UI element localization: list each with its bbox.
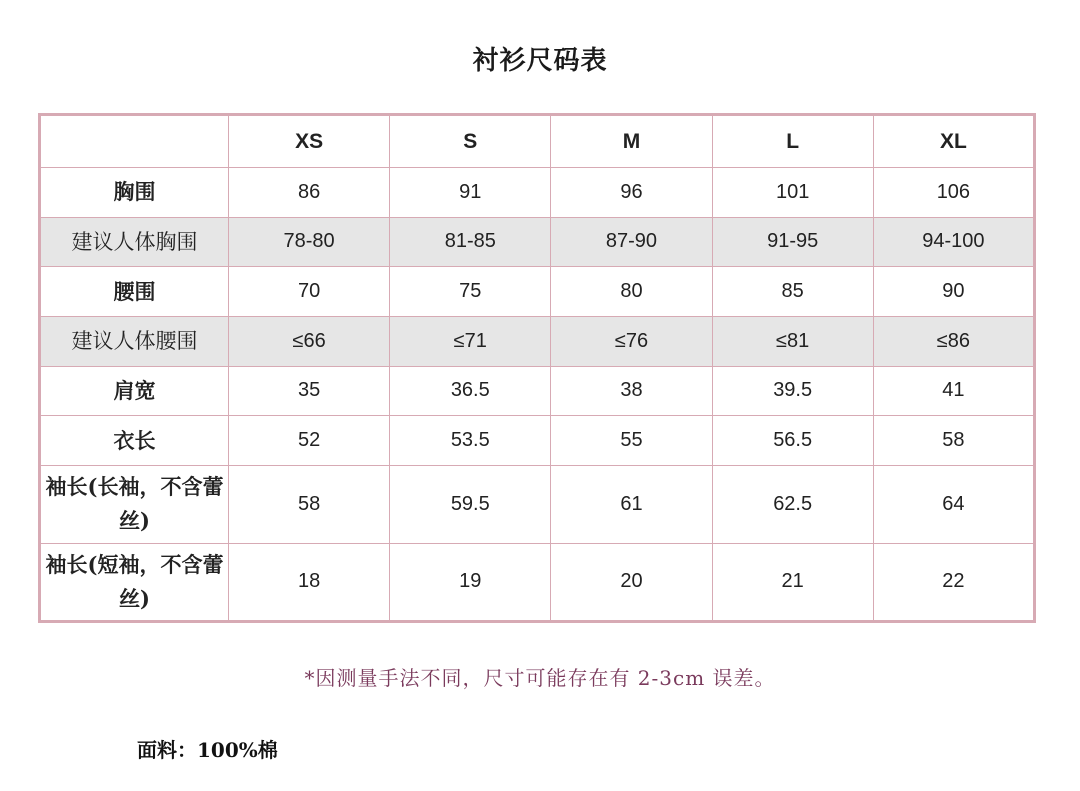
table-cell: 35 [229, 366, 390, 416]
table-cell: 75 [390, 267, 551, 317]
table-cell: 39.5 [712, 366, 873, 416]
table-cell: 86 [229, 168, 390, 218]
table-cell: 91-95 [712, 217, 873, 267]
row-label: 袖长(长袖，不含蕾丝) [40, 465, 229, 543]
table-row-chest [40, 168, 1035, 218]
row-label: 胸围 [40, 168, 229, 218]
size-chart-table [38, 113, 1036, 623]
table-cell: 91 [390, 168, 551, 218]
table-cell: 96 [551, 168, 712, 218]
table-cell: ≤71 [390, 316, 551, 366]
table-cell: 19 [390, 543, 551, 621]
table-row-short-sleeve [40, 543, 1035, 621]
row-label: 腰围 [40, 267, 229, 317]
table-cell: 59.5 [390, 465, 551, 543]
table-cell: 58 [873, 416, 1034, 466]
table-cell: 61 [551, 465, 712, 543]
table-row-length [40, 416, 1035, 466]
size-header-s: S [390, 115, 551, 168]
row-label: 肩宽 [40, 366, 229, 416]
size-header-xl: XL [873, 115, 1034, 168]
table-cell: 53.5 [390, 416, 551, 466]
table-row-suggested-chest [40, 217, 1035, 267]
table-cell: 20 [551, 543, 712, 621]
table-row-long-sleeve [40, 465, 1035, 543]
row-label: 建议人体胸围 [40, 217, 229, 267]
measurement-note: *因测量手法不同，尺寸可能存在有 2-3cm 误差。 [304, 666, 776, 690]
table-cell: 55 [551, 416, 712, 466]
table-cell: 106 [873, 168, 1034, 218]
table-row-suggested-waist [40, 316, 1035, 366]
table-cell: 58 [229, 465, 390, 543]
table-cell: ≤86 [873, 316, 1034, 366]
row-label: 袖长(短袖，不含蕾丝) [40, 543, 229, 621]
table-cell: 21 [712, 543, 873, 621]
table-cell: 41 [873, 366, 1034, 416]
row-label: 衣长 [40, 416, 229, 466]
table-cell: 36.5 [390, 366, 551, 416]
table-cell: 22 [873, 543, 1034, 621]
size-header-l: L [712, 115, 873, 168]
table-cell: 81-85 [390, 217, 551, 267]
table-cell: ≤81 [712, 316, 873, 366]
row-label: 建议人体腰围 [40, 316, 229, 366]
table-row-waist [40, 267, 1035, 317]
table-cell: 101 [712, 168, 873, 218]
table-cell: 64 [873, 465, 1034, 543]
fabric-info: 面料：100%棉 [137, 738, 278, 762]
size-header-xs: XS [229, 115, 390, 168]
corner-cell [40, 115, 229, 168]
table-cell: 52 [229, 416, 390, 466]
size-header-m: M [551, 115, 712, 168]
table-cell: 85 [712, 267, 873, 317]
table-row-shoulder [40, 366, 1035, 416]
table-cell: ≤66 [229, 316, 390, 366]
table-cell: 56.5 [712, 416, 873, 466]
table-cell: 38 [551, 366, 712, 416]
table-cell: 62.5 [712, 465, 873, 543]
table-cell: 18 [229, 543, 390, 621]
table-cell: 80 [551, 267, 712, 317]
table-cell: ≤76 [551, 316, 712, 366]
table-cell: 70 [229, 267, 390, 317]
table-cell: 94-100 [873, 217, 1034, 267]
page-title: 衬衫尺码表 [472, 46, 608, 76]
table-header-row [40, 115, 1035, 168]
table-cell: 87-90 [551, 217, 712, 267]
table-cell: 90 [873, 267, 1034, 317]
table-cell: 78-80 [229, 217, 390, 267]
